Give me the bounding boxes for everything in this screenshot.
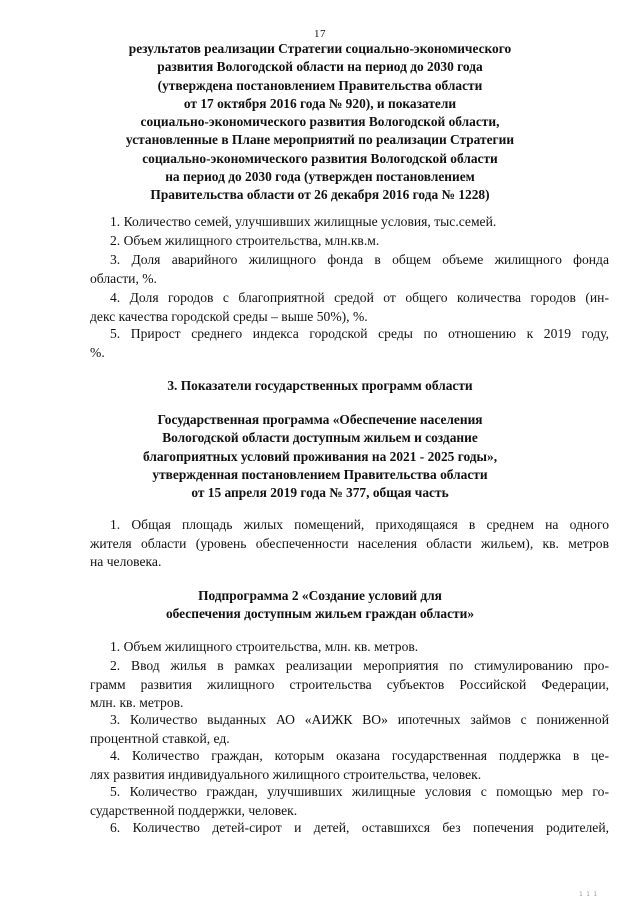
heading-line: обеспечения доступным жильем граждан области» <box>165 606 475 622</box>
list-item <box>90 638 609 657</box>
list-item <box>90 657 609 713</box>
paragraph-line: декс качества городской среды – выше 50%), %. <box>90 308 368 324</box>
paragraph-line: 2. Ввод жилья в рамках реализации мероприятия по стимулированию про- <box>110 658 609 673</box>
heading-line: результатов реализации Стратегии социально-экономического <box>128 41 512 56</box>
heading-line: Правительства области от 26 декабря 2016 года № 1228) <box>150 187 490 203</box>
heading-line: на период до 2030 года (утвержден постановлением <box>165 169 475 185</box>
footer-mark: 1 1 1 <box>578 891 597 898</box>
paragraph-line: области, %. <box>90 270 157 286</box>
paragraph-line: %. <box>90 344 105 360</box>
section-heading <box>90 377 550 395</box>
heading-line: (утверждена постановлением Правительства области <box>157 77 483 93</box>
list-item <box>90 213 609 232</box>
list-item <box>90 783 609 820</box>
heading-line: утвержденная постановлением Правительства области <box>152 466 488 482</box>
list-item <box>90 289 609 326</box>
paragraph-line: 4. Доля городов с благоприятной средой от общего количества городов (ин- <box>110 290 609 305</box>
paragraph-line: 6. Количество детей-сирот и детей, оставшихся без попечения родителей, <box>110 820 609 835</box>
list-item <box>90 251 609 288</box>
heading-line: Подпрограмма 2 «Создание условий для <box>198 588 442 603</box>
paragraph-line: 5. Количество граждан, улучшивших жилищные условия с помощью мер го- <box>110 784 609 799</box>
paragraph-line: 5. Прирост среднего индекса городской среды по отношению к 2019 году, <box>110 326 609 341</box>
paragraph-line: жителя области (уровень обеспеченности населения области жильем), кв. метров <box>90 535 609 551</box>
paragraph-line: сударственной поддержки, человек. <box>90 802 298 818</box>
paragraph-line: 1. Объем жилищного строительства, млн. кв. метров. <box>110 639 419 654</box>
heading-line: 3. Показатели государственных программ области <box>167 378 473 393</box>
paragraph-line: 3. Количество выданных АО «АИЖК ВО» ипотечных займов с пониженной <box>110 712 609 727</box>
list-item <box>90 325 609 362</box>
list-item <box>90 819 609 838</box>
state-program-heading <box>90 411 550 502</box>
heading-line: Вологодской области доступным жильем и создание <box>162 430 478 446</box>
paragraph-line: на человека. <box>90 554 162 570</box>
heading-line: установленные в Плане мероприятий по реализации Стратегии <box>125 132 515 148</box>
paragraph-line: 4. Количество граждан, которым оказана государственная поддержка в це- <box>110 748 609 763</box>
list-item <box>90 232 609 251</box>
paragraph-line: млн. кв. метров. <box>90 695 184 711</box>
heading-line: Государственная программа «Обеспечение населения <box>157 412 483 427</box>
paragraph-line: 2. Объем жилищного строительства, млн.кв.м. <box>110 233 380 248</box>
list-item <box>90 711 609 748</box>
heading-line: благоприятных условий проживания на 2021 - 2025 годы», <box>142 448 498 464</box>
list-item <box>90 747 609 784</box>
paragraph-line: 1. Общая площадь жилых помещений, приходящаяся в среднем на одного <box>110 517 609 532</box>
page-number: 17 <box>314 28 326 40</box>
paragraph-line: грамм развития жилищного строительства субъектов Российской Федерации, <box>90 676 609 692</box>
heading-line: социально-экономического развития Вологодской области, <box>140 114 500 130</box>
paragraph-line: лях развития индивидуального жилищного строительства, человек. <box>90 766 482 782</box>
strategy-indicators-heading <box>90 40 550 205</box>
heading-line: социально-экономического развития Вологодской области <box>142 150 498 166</box>
paragraph-line: процентной ставкой, ед. <box>90 730 230 746</box>
heading-line: от 15 апреля 2019 года № 377, общая часть <box>191 485 449 501</box>
paragraph-line: 3. Доля аварийного жилищного фонда в общем объеме жилищного фонда <box>110 252 609 267</box>
subprogram-heading <box>90 587 550 624</box>
list-item <box>90 516 609 572</box>
heading-line: от 17 октября 2016 года № 920), и показатели <box>183 95 457 111</box>
heading-line: развития Вологодской области на период до 2030 года <box>157 59 483 75</box>
paragraph-line: 1. Количество семей, улучшивших жилищные условия, тыс.семей. <box>110 214 497 229</box>
